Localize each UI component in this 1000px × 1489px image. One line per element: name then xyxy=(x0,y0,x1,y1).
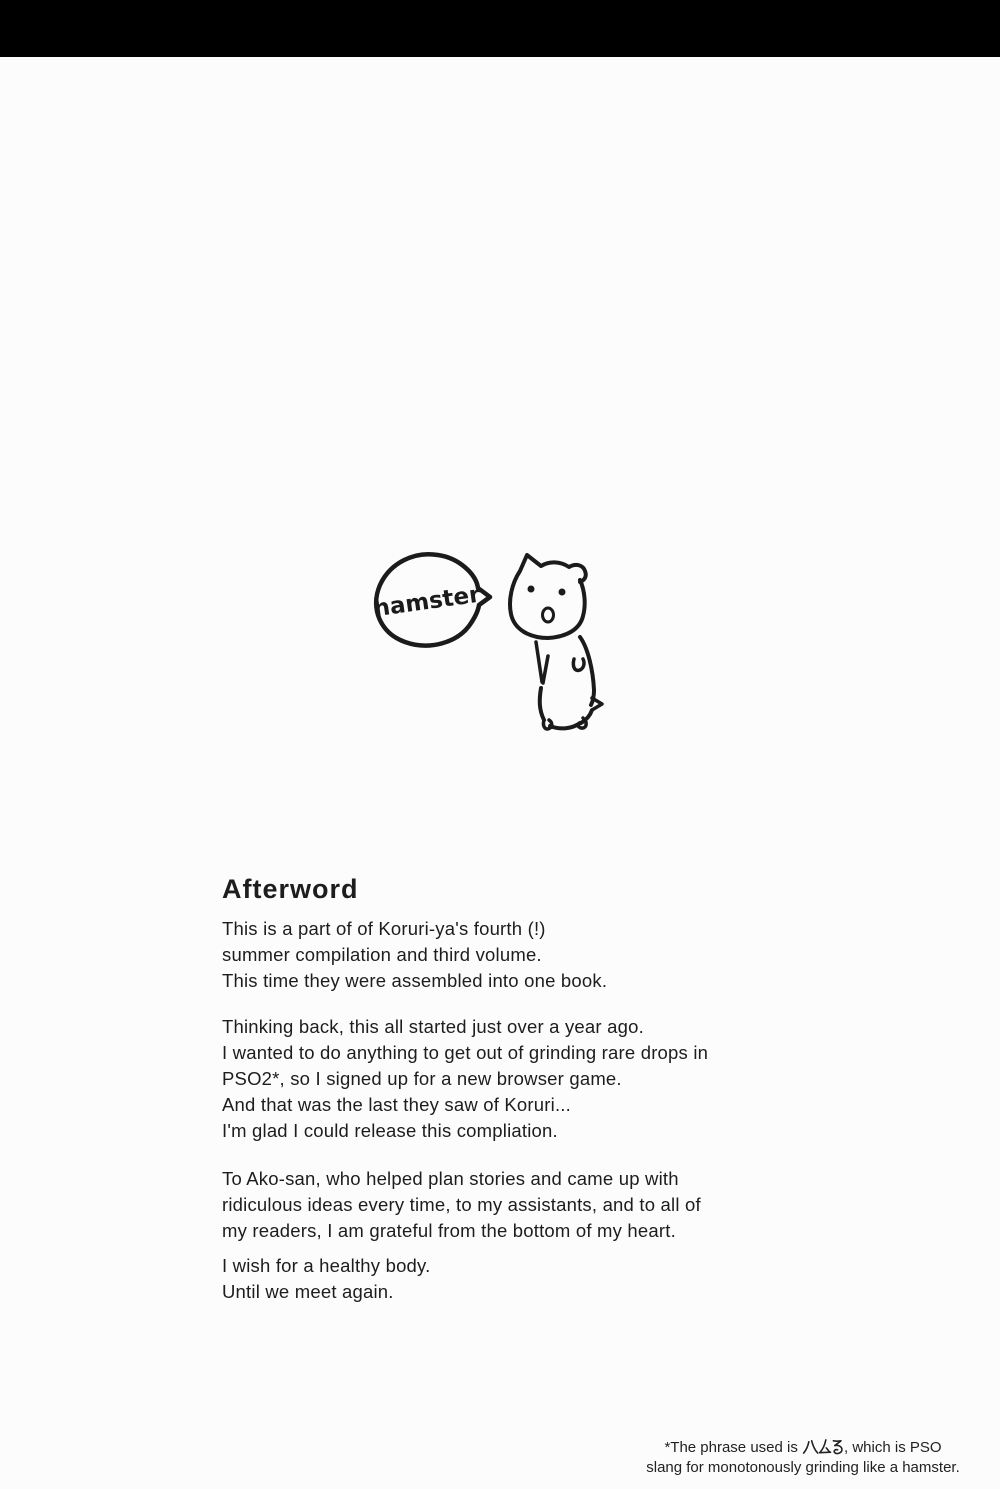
afterword-paragraph-2 xyxy=(222,1014,708,1144)
afterword-text-line: Until we meet again. xyxy=(222,1281,394,1302)
afterword-text-line: my readers, I am grateful from the bottom of my heart. xyxy=(222,1220,676,1241)
hamster-body-bottom xyxy=(550,723,580,728)
afterword-text-line: This is a part of of Koruri-ya's fourth (!) xyxy=(222,918,546,939)
afterword-text-line: PSO2*, so I signed up for a new browser game. xyxy=(222,1068,622,1089)
afterword-text-line: And that was the last they saw of Koruri... xyxy=(222,1094,571,1115)
afterword-text-line: To Ako-san, who helped plan stories and came up with xyxy=(222,1168,679,1189)
kana-hamuru-text xyxy=(802,1438,844,1455)
translator-footnote xyxy=(612,1438,994,1478)
hamster-right-eye xyxy=(559,589,566,596)
hamster-left-eye xyxy=(528,586,535,593)
hamster-body-right-side xyxy=(580,637,594,705)
footnote-line1-suffix: , which is PSO xyxy=(844,1439,942,1456)
afterword-text-line: I wanted to do anything to get out of grinding rare drops in xyxy=(222,1042,709,1063)
afterword-text-line: I'm glad I could release this compliation. xyxy=(222,1120,558,1141)
hamster-left-arm xyxy=(536,642,548,683)
afterword-text-line: This time they were assembled into one book. xyxy=(222,970,608,991)
hamster-right-paw xyxy=(573,659,584,670)
hamster-mouth xyxy=(543,608,554,622)
afterword-paragraph-1 xyxy=(222,916,607,994)
hamster-head-and-ears xyxy=(510,555,586,638)
hamster-figure xyxy=(510,555,602,729)
kana-ha xyxy=(804,1441,818,1453)
speech-bubble-text: hamster xyxy=(371,581,483,623)
top-letterbox-bar xyxy=(0,0,1000,57)
kana-mu xyxy=(820,1440,831,1453)
afterword-paragraph-3 xyxy=(222,1166,701,1244)
page-title: Afterword xyxy=(222,874,359,905)
hamster-body-left-side xyxy=(540,688,544,720)
footnote-line-1 xyxy=(612,1438,994,1458)
afterword-text-line: I wish for a healthy body. xyxy=(222,1255,431,1276)
footnote-line1-prefix: *The phrase used is xyxy=(664,1439,803,1456)
kana-ru xyxy=(833,1441,842,1454)
afterword-text-line: Thinking back, this all started just over a year ago. xyxy=(222,1016,644,1037)
footnote-line-2: slang for monotonously grinding like a hamster. xyxy=(646,1459,960,1476)
afterword-paragraph-4 xyxy=(222,1253,430,1305)
afterword-text-line: ridiculous ideas every time, to my assistants, and to all of xyxy=(222,1194,701,1215)
afterword-text-line: summer compilation and third volume. xyxy=(222,944,542,965)
hamster-doodle xyxy=(350,530,650,760)
